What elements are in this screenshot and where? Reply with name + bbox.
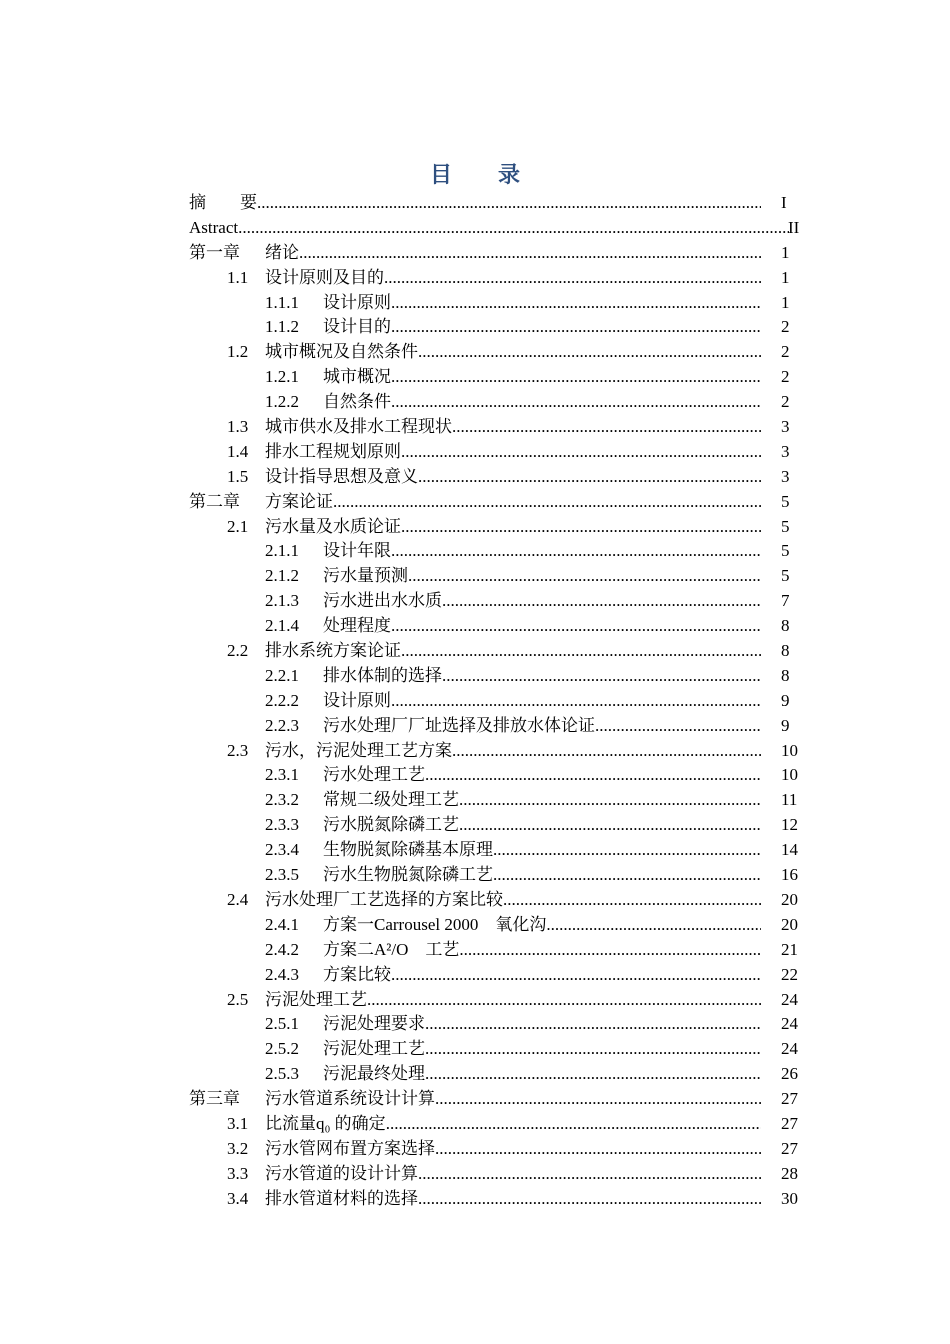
toc-entry-page: 30 (781, 1188, 798, 1208)
toc-entry-text: 方案一Carrousel 2000 氧化沟 (323, 914, 547, 934)
toc-entry-number: 1.2 (227, 342, 249, 362)
toc-entry-page: 2 (781, 367, 790, 387)
toc-entry[interactable] (189, 1012, 804, 1037)
toc-entry[interactable] (189, 465, 804, 490)
toc-entry-number: 2.3.1 (265, 765, 299, 785)
toc-entry-label (227, 1162, 761, 1187)
toc-entry-label (227, 440, 761, 465)
toc-entry-page: 8 (781, 665, 790, 685)
toc-entry-label (227, 1187, 761, 1212)
toc-list (189, 191, 804, 1212)
toc-entry-label (265, 664, 761, 689)
toc-entry[interactable] (189, 1137, 804, 1162)
toc-entry-page: 12 (781, 815, 798, 835)
toc-entry-page: 20 (781, 889, 798, 909)
toc-entry-page: 5 (781, 566, 790, 586)
toc-entry-label (227, 340, 761, 365)
toc-entry-label (227, 988, 761, 1013)
toc-entry-page: 20 (781, 914, 798, 934)
toc-entry-text: 自然条件 (323, 392, 391, 412)
toc-entry-text: 方案论证 (265, 491, 333, 511)
toc-entry-text: 生物脱氮除磷基本原理 (323, 840, 493, 860)
toc-entry-number: 2.3.2 (265, 790, 299, 810)
toc-entry-page: 22 (781, 964, 798, 984)
toc-entry-page: 3 (781, 441, 790, 461)
toc-entry-text: 污水管道的设计计算 (265, 1163, 418, 1183)
toc-entry-label (189, 241, 761, 266)
toc-entry[interactable] (189, 639, 804, 664)
toc-entry-page: 10 (781, 765, 798, 785)
toc-entry-page: 8 (781, 616, 790, 636)
toc-entry-label (227, 266, 761, 291)
toc-entry-text: 污水脱氮除磷工艺 (323, 815, 459, 835)
toc-entry[interactable] (189, 1112, 804, 1137)
toc-entry-page: 1 (781, 292, 790, 312)
toc-entry-number: 2.4.3 (265, 964, 299, 984)
toc-entry[interactable] (189, 1162, 804, 1187)
toc-entry-text: Astract (189, 217, 239, 237)
toc-entry-page: 1 (781, 267, 790, 287)
toc-entry-page: 5 (781, 491, 790, 511)
toc-entry[interactable] (189, 763, 804, 788)
toc-entry-page: 1 (781, 242, 790, 262)
toc-entry-number: 1.2.2 (265, 392, 299, 412)
toc-entry[interactable] (189, 988, 804, 1013)
toc-entry-page: 10 (781, 740, 798, 760)
toc-entry-label (265, 913, 761, 938)
toc-entry[interactable] (189, 888, 804, 913)
toc-entry-number: 2.2 (227, 641, 249, 661)
toc-entry[interactable] (189, 614, 804, 639)
toc-entry[interactable] (189, 1187, 804, 1212)
toc-entry-label (189, 1087, 761, 1112)
toc-entry-label (265, 1012, 761, 1037)
toc-entry[interactable] (189, 539, 804, 564)
toc-entry-number: 1.3 (227, 417, 249, 437)
toc-entry-text: 处理程度 (323, 616, 391, 636)
toc-entry-number: 2.1 (227, 516, 249, 536)
toc-entry-label (265, 315, 761, 340)
toc-entry[interactable] (189, 863, 804, 888)
toc-entry-text: 城市概况及自然条件 (265, 342, 418, 362)
toc-entry-text: 污泥处理要求 (323, 1014, 425, 1034)
toc-entry[interactable] (189, 813, 804, 838)
toc-entry-label (265, 539, 761, 564)
toc-entry-page: 9 (781, 690, 790, 710)
toc-entry-number: 2.1.1 (265, 541, 299, 561)
toc-entry-text: 城市供水及排水工程现状 (265, 417, 452, 437)
toc-entry[interactable] (189, 664, 804, 689)
toc-entry-page: 2 (781, 392, 790, 412)
toc-entry-label (265, 1062, 761, 1087)
toc-entry-text: 设计原则及目的 (265, 267, 384, 287)
toc-entry[interactable] (189, 589, 804, 614)
toc-entry[interactable] (189, 689, 804, 714)
toc-entry-page: 26 (781, 1064, 798, 1084)
toc-entry-text: 污泥最终处理 (323, 1064, 425, 1084)
toc-entry-text: 城市概况 (323, 367, 391, 387)
toc-entry-number: 2.1.3 (265, 591, 299, 611)
toc-entry-text: 比流量q₀ 的确定 (265, 1113, 386, 1133)
toc-entry-label (265, 863, 761, 888)
toc-entry-number: 3.2 (227, 1138, 249, 1158)
toc-entry-number: 2.1.2 (265, 566, 299, 586)
toc-entry-page: 3 (781, 466, 790, 486)
toc-entry-label (227, 1137, 761, 1162)
toc-entry-page: 27 (781, 1089, 798, 1109)
toc-entry-text: 设计原则 (323, 690, 391, 710)
toc-entry-text: 污水量预测 (323, 566, 408, 586)
toc-entry[interactable] (189, 963, 804, 988)
toc-entry-text: 排水体制的选择 (323, 665, 442, 685)
toc-entry-label (265, 938, 761, 963)
toc-entry-text: 污水量及水质论证 (265, 516, 401, 536)
toc-entry-page: 5 (781, 541, 790, 561)
toc-entry-number: 2.2.1 (265, 665, 299, 685)
toc-entry-number: 1.1.1 (265, 292, 299, 312)
toc-entry-page: 2 (781, 317, 790, 337)
toc-entry-text: 污水进出水水质 (323, 591, 442, 611)
toc-entry-text: 方案二A²/O 工艺 (323, 939, 460, 959)
toc-entry-page: 11 (781, 790, 798, 810)
toc-entry-text: 污水管道系统设计计算 (265, 1089, 435, 1109)
toc-entry[interactable] (189, 291, 804, 316)
toc-entry-page: I (781, 193, 787, 212)
toc-entry-text: 设计指导思想及意义 (265, 466, 418, 486)
toc-entry-number: 2.2.2 (265, 690, 299, 710)
toc-entry-label (227, 739, 761, 764)
toc-entry-label (265, 291, 761, 316)
toc-entry-number: 1.5 (227, 466, 249, 486)
toc-entry-number: 1.1 (227, 267, 249, 287)
toc-entry-number: 2.3.5 (265, 865, 299, 885)
toc-entry-label (265, 763, 761, 788)
toc-entry[interactable] (189, 838, 804, 863)
toc-entry-number: 2.4.2 (265, 939, 299, 959)
toc-entry-label (189, 191, 761, 216)
toc-entry-number: 第三章 (189, 1089, 240, 1109)
toc-entry-label (265, 788, 761, 813)
toc-entry-page: 14 (781, 840, 798, 860)
toc-entry-page: 24 (781, 989, 798, 1009)
toc-title-right: 录 (498, 162, 521, 187)
toc-entry-page: 5 (781, 516, 790, 536)
toc-entry[interactable] (189, 415, 804, 440)
toc-entry-label (189, 216, 789, 241)
toc-entry-page: 8 (781, 641, 790, 661)
toc-entry-number: 2.5 (227, 989, 249, 1009)
toc-entry-label (265, 390, 761, 415)
toc-entry-label (189, 490, 761, 515)
toc-entry-number: 2.5.2 (265, 1039, 299, 1059)
toc-entry-number: 2.5.3 (265, 1064, 299, 1084)
toc-entry-number: 2.4.1 (265, 914, 299, 934)
toc-entry[interactable] (189, 365, 804, 390)
toc-entry-page: 27 (781, 1113, 798, 1133)
toc-entry-text: 污水处理工艺 (323, 765, 425, 785)
toc-entry-text: 设计目的 (323, 317, 391, 337)
toc-entry-number: 3.4 (227, 1188, 249, 1208)
toc-entry-label (227, 639, 761, 664)
toc-entry-text: 污水处理厂工艺选择的方案比较 (265, 889, 503, 909)
toc-entry-page: 16 (781, 865, 798, 885)
toc-entry-label (227, 415, 761, 440)
toc-entry[interactable] (189, 191, 804, 216)
toc-entry-text: 污泥处理工艺 (323, 1039, 425, 1059)
toc-entry-text: 污水管网布置方案选择 (265, 1138, 435, 1158)
toc-entry[interactable] (189, 714, 804, 739)
toc-entry[interactable] (189, 1087, 804, 1112)
toc-entry-number: 1.1.2 (265, 317, 299, 337)
toc-entry-label (227, 515, 761, 540)
toc-entry[interactable] (189, 390, 804, 415)
toc-entry[interactable] (189, 490, 804, 515)
toc-entry-label (265, 365, 761, 390)
toc-entry-label (265, 963, 761, 988)
toc-entry-number: 1.2.1 (265, 367, 299, 387)
toc-entry[interactable] (189, 564, 804, 589)
toc-entry-text: 排水工程规划原则 (265, 441, 401, 461)
toc-entry[interactable] (189, 340, 804, 365)
toc-entry-number: 2.3 (227, 740, 249, 760)
toc-entry[interactable] (189, 913, 804, 938)
toc-entry-page: 2 (781, 342, 790, 362)
toc-entry[interactable] (189, 440, 804, 465)
toc-entry-text: 污泥处理工艺 (265, 989, 367, 1009)
toc-entry-number: 第二章 (189, 491, 240, 511)
toc-entry-page: 28 (781, 1163, 798, 1183)
toc-entry-text: 污水处理厂厂址选择及排放水体论证 (323, 715, 595, 735)
toc-title (0, 160, 950, 190)
toc-entry[interactable] (189, 241, 804, 266)
toc-entry-page: 24 (781, 1014, 798, 1034)
toc-entry-number: 1.4 (227, 441, 249, 461)
toc-entry-label (265, 689, 761, 714)
toc-entry-text: 污水生物脱氮除磷工艺 (323, 865, 493, 885)
toc-entry-text: 设计原则 (323, 292, 391, 312)
toc-entry[interactable] (189, 788, 804, 813)
toc-entry[interactable] (189, 1062, 804, 1087)
toc-entry-number: 2.3.4 (265, 840, 299, 860)
toc-entry[interactable] (189, 315, 804, 340)
toc-entry-number: 第一章 (189, 242, 240, 262)
toc-entry-number: 2.3.3 (265, 815, 299, 835)
toc-entry-label (265, 1037, 761, 1062)
toc-entry-page: 3 (781, 417, 790, 437)
toc-entry-label (265, 589, 761, 614)
toc-entry[interactable] (189, 1037, 804, 1062)
toc-entry-number: 3.3 (227, 1163, 249, 1183)
toc-entry-label (265, 714, 761, 739)
toc-entry-page: 9 (781, 715, 790, 735)
toc-entry-number: 3.1 (227, 1113, 249, 1133)
toc-entry-text: 常规二级处理工艺 (323, 790, 459, 810)
toc-entry-label (265, 838, 761, 863)
toc-entry[interactable] (189, 739, 804, 764)
toc-entry-page: 7 (781, 591, 790, 611)
toc-entry-page: 24 (781, 1039, 798, 1059)
toc-entry[interactable] (189, 515, 804, 540)
toc-entry-page: 21 (781, 939, 798, 959)
toc-entry-text: 设计年限 (323, 541, 391, 561)
toc-entry-page: 27 (781, 1138, 798, 1158)
toc-entry-text: 方案比较 (323, 964, 391, 984)
toc-entry[interactable] (189, 216, 804, 241)
toc-entry-number: 摘 要 (189, 193, 257, 212)
toc-entry-number: 2.5.1 (265, 1014, 299, 1034)
toc-entry-number: 2.4 (227, 889, 249, 909)
toc-title-left: 目 (429, 162, 452, 187)
toc-entry-number: 2.1.4 (265, 616, 299, 636)
toc-entry-label (265, 564, 761, 589)
toc-entry-text: 排水系统方案论证 (265, 641, 401, 661)
toc-entry-text: 污水，污泥处理工艺方案 (265, 740, 452, 760)
toc-entry-label (265, 614, 761, 639)
toc-entry-label (227, 888, 761, 913)
toc-entry-number: 2.2.3 (265, 715, 299, 735)
toc-entry-text: 绪论 (265, 242, 299, 262)
toc-entry-label (265, 813, 761, 838)
toc-entry-page: II (788, 217, 800, 237)
toc-entry-label (227, 465, 761, 490)
toc-entry-label (227, 1112, 761, 1137)
toc-entry-text: 排水管道材料的选择 (265, 1188, 418, 1208)
toc-entry[interactable] (189, 938, 804, 963)
toc-entry[interactable] (189, 266, 804, 291)
